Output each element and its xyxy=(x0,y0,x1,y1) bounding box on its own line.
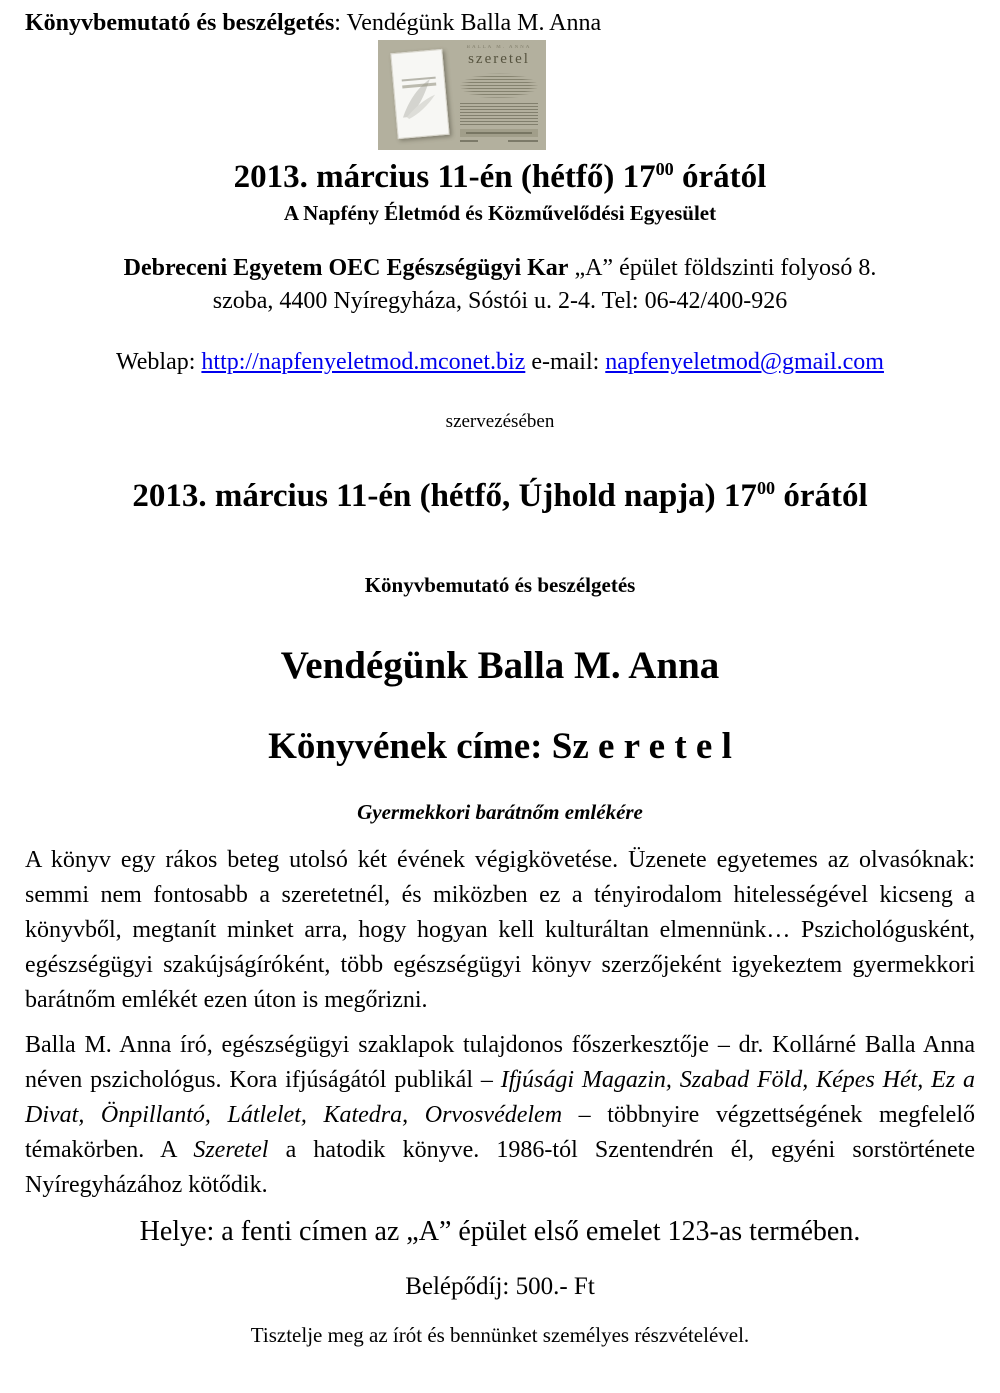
venue-city-line: szoba, 4400 Nyíregyháza, Sóstói u. 2-4. Tel: 06-42/400-926 xyxy=(212,288,788,314)
event1-date-text: 2013. március 11-én (hétfő) 17 xyxy=(233,159,656,195)
weblap-link[interactable]: http://napfenyeletmod.mconet.biz xyxy=(201,349,526,375)
organized-by-line: szervezésében xyxy=(445,411,555,432)
organization-name: A Napfény Életmód és Közművelődési Egyesület xyxy=(283,201,717,225)
footer-left-text xyxy=(460,140,478,142)
top-announcement-rest: : Vendégünk Balla M. Anna xyxy=(334,10,602,36)
book-cover-text-panel xyxy=(460,45,538,142)
highlight-bar-text xyxy=(466,132,532,134)
contact-line xyxy=(0,346,1000,378)
dedication-line: Gyermekkori barátnőm emlékére xyxy=(357,800,643,824)
author-bio-paragraph: Balla M. Anna író, egészségügyi szaklapok tulajdonos főszerkesztője – dr. Kollárné Balla Anna néven pszichológus. Kora ifjúságától publikál – Ifjúsági Magazin, Szabad Föld, Képes Hét, Ez a Divat, Önpillantó, Látlelet, Katedra, Orvosvédelem – többnyire végzettségének megfelelő témakörben. A Szeretel a hatodik könyve. 1986-tól Szentendrén él, egyéni sorstörténete Nyíregyházához kötődik. xyxy=(25,1032,976,1198)
entry-fee-line: Belépődíj: 500.- Ft xyxy=(405,1273,595,1300)
guest-name-heading: Vendégünk Balla M. Anna xyxy=(280,644,720,687)
top-announcement-bold: Könyvbemutató és beszélgetés xyxy=(25,10,335,36)
event-subtitle: Könyvbemutató és beszélgetés xyxy=(364,573,636,597)
blurred-text-block xyxy=(460,103,538,125)
book-title-heading: Könyvének címe: Sz e r e t e l xyxy=(268,726,732,767)
event2-date-suffix: órától xyxy=(775,478,868,514)
book-cover-thumbnail xyxy=(390,49,449,139)
venue-address xyxy=(40,252,960,318)
highlight-bar xyxy=(460,129,538,137)
email-link[interactable]: napfenyeletmod@gmail.com xyxy=(605,349,884,375)
weblap-label: Weblap: xyxy=(116,349,202,375)
book-title-text: szeretel xyxy=(468,51,530,67)
venue-building: „A” épület földszinti folyosó 8. xyxy=(568,255,877,281)
footer-right-text xyxy=(508,140,538,142)
book-cover-image xyxy=(378,40,546,150)
email-label: e-mail: xyxy=(525,349,606,375)
event1-hour-superscript: 00 xyxy=(655,159,674,179)
location-line: Helye: a fenti címen az „A” épület első emelet 123-as termében. xyxy=(139,1216,861,1247)
book-cover-footer xyxy=(460,140,538,142)
event2-date-text: 2013. március 11-én (hétfő, Újhold napja) 17 xyxy=(132,478,757,514)
event-date-heading-1 xyxy=(0,154,1000,200)
event2-hour-superscript: 00 xyxy=(756,478,776,498)
book-author-text: BALLA M. ANNA xyxy=(466,45,532,50)
book-description-paragraph: A könyv egy rákos beteg utolsó két évének végigkövetése. Üzenete egyetemes az olvasóknak: semmi nem fontosabb a szeretetnél, és miközben ez a tényirodalom hitelességével kicseng a könyvből, megtanít minket arra, hogy hogyan kell kulturáltan elmennünk… Pszichológusként, egészségügyi szakújságíróként, több egészségügyi könyv szerzőjeként igyekeztem gyermekkori barátnőm emlékét ezen úton is megőrizni. xyxy=(25,847,975,1013)
blurred-text-oval xyxy=(460,73,538,99)
closing-invitation-line: Tisztelje meg az írót és bennünket személyes részvételével. xyxy=(250,1323,750,1347)
event-date-heading-2 xyxy=(0,472,1000,520)
event1-date-suffix: órától xyxy=(673,159,767,195)
venue-institution: Debreceni Egyetem OEC Egészségügyi Kar xyxy=(123,255,569,281)
top-announcement-line xyxy=(25,8,975,38)
